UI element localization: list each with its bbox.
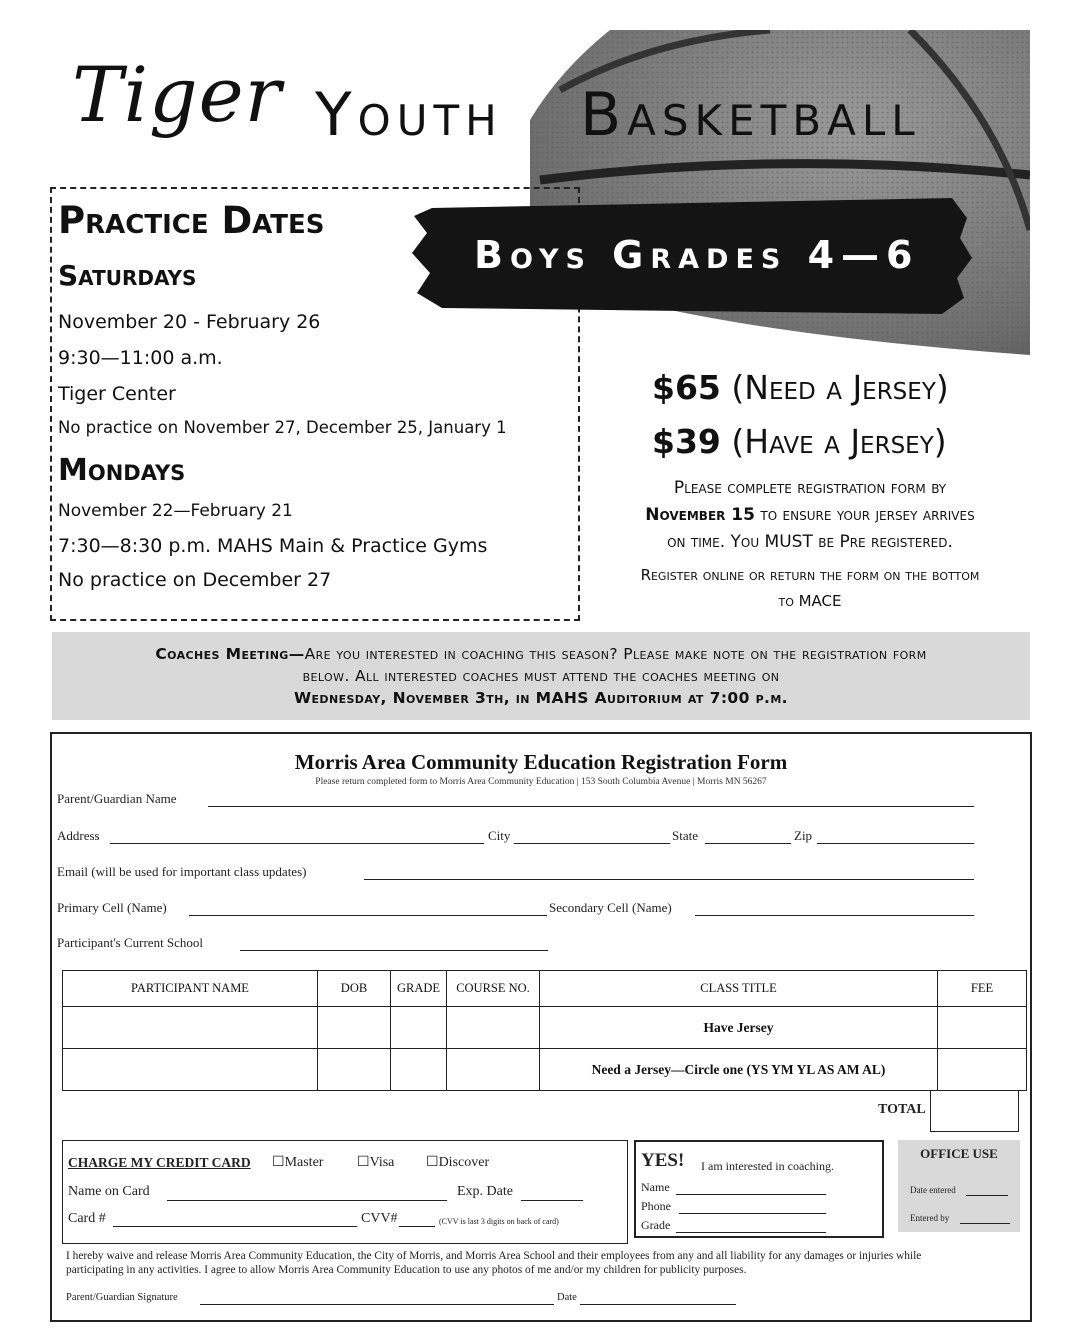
credit-card-heading: CHARGE MY CREDIT CARD [68, 1155, 251, 1170]
dob-cell[interactable] [318, 1049, 391, 1091]
mondays-no-practice: No practice on December 27 [58, 569, 332, 591]
signature-date-field[interactable] [580, 1304, 736, 1305]
dob-cell[interactable] [318, 1007, 391, 1049]
mondays-time-location: 7:30—8:30 p.m. MAHS Main & Practice Gyms [58, 535, 488, 557]
parent-name-label: Parent/Guardian Name [57, 791, 177, 806]
signature-date-label: Date [557, 1292, 577, 1303]
title-youth: Youth [315, 80, 503, 150]
saturdays-no-practice: No practice on November 27, December 25, January 1 [58, 418, 507, 437]
fee-cell[interactable] [938, 1007, 1027, 1049]
price-amount-have: $39 [652, 422, 721, 461]
checkbox-icon[interactable]: ☐ [272, 1155, 285, 1170]
grade-cell[interactable] [391, 1007, 447, 1049]
banner-grades: Boys Grades 4—6 [474, 233, 920, 277]
school-field[interactable] [240, 950, 548, 951]
coaches-line1-text: Are you interested in coaching this season? Please make note on the registration form [304, 645, 927, 663]
registration-note [590, 475, 1030, 556]
primary-cell-field[interactable] [189, 915, 547, 916]
visa-option[interactable] [357, 1154, 394, 1171]
total-field[interactable] [930, 1090, 1019, 1132]
office-use-heading: OFFICE USE [920, 1146, 998, 1161]
price-amount-need: $65 [652, 368, 721, 407]
cvv-note: (CVV is last 3 digits on back of card) [439, 1217, 559, 1226]
coach-phone-field[interactable] [679, 1213, 826, 1214]
signature-field[interactable] [200, 1304, 554, 1305]
practice-heading: Practice Dates [58, 199, 325, 242]
exp-date-field[interactable] [521, 1200, 583, 1201]
school-label: Participant's Current School [57, 935, 204, 950]
master-option[interactable] [272, 1154, 323, 1171]
coach-phone-label: Phone [641, 1199, 671, 1213]
saturdays-dates: November 20 - February 26 [58, 311, 321, 333]
title-basketball: Basketball [580, 80, 921, 150]
email-field[interactable] [364, 879, 974, 880]
exp-date-label: Exp. Date [457, 1184, 513, 1199]
course-no-cell[interactable] [447, 1007, 540, 1049]
table-row [63, 1049, 1027, 1091]
coach-interest-box [634, 1140, 884, 1238]
header-participant-name: PARTICIPANT NAME [63, 971, 318, 1007]
coach-interest-text: I am interested in coaching. [701, 1159, 834, 1173]
signature-label: Parent/Guardian Signature [66, 1292, 178, 1303]
saturdays-location: Tiger Center [58, 383, 176, 405]
card-number-label: Card # [68, 1211, 106, 1226]
table-row [63, 1007, 1027, 1049]
register-online-note [590, 562, 1030, 614]
date-entered-label: Date entered [910, 1185, 956, 1195]
name-on-card-label: Name on Card [68, 1184, 150, 1199]
email-label: Email (will be used for important class updates) [57, 864, 307, 879]
grade-cell[interactable] [391, 1049, 447, 1091]
header-course-no: COURSE NO. [447, 971, 540, 1007]
entered-by-label: Entered by [910, 1213, 950, 1223]
total-label: TOTAL [878, 1102, 926, 1117]
credit-card-box [62, 1140, 628, 1244]
table-header-row [63, 971, 1027, 1007]
waiver-line2: participating in any activities. I agree to allow Morris Area Community Education to use any photos of me and/or my children for publicity purposes. [66, 1264, 747, 1276]
class-title-have-jersey: Have Jersey [540, 1007, 938, 1049]
coaches-line3: Wednesday, November 3th, in MAHS Auditorium at 7:00 p.m. [294, 689, 788, 707]
coaches-lead: Coaches Meeting— [155, 645, 305, 663]
parent-name-field[interactable] [208, 806, 974, 807]
city-label: City [488, 828, 511, 843]
price-label-need: (Need a Jersey) [731, 368, 949, 407]
zip-label: Zip [794, 828, 813, 843]
cvv-label: CVV# [361, 1211, 398, 1226]
participant-name-cell[interactable] [63, 1049, 318, 1091]
primary-cell-label: Primary Cell (Name) [57, 900, 167, 915]
participant-name-cell[interactable] [63, 1007, 318, 1049]
registration-note-line2 [590, 502, 1030, 529]
registration-form [50, 732, 1032, 1322]
register-online-line2: to MACE [778, 592, 842, 610]
coach-name-field[interactable] [676, 1194, 826, 1195]
price-need-jersey [652, 368, 949, 407]
fee-cell[interactable] [938, 1049, 1027, 1091]
visa-label: Visa [369, 1155, 395, 1170]
coach-yes: YES! [641, 1150, 685, 1171]
master-label: Master [284, 1155, 324, 1170]
form-subtitle: Please return completed form to Morris Area Community Education | 153 South Columbia Avenue | Morris MN 56267 [315, 777, 767, 787]
class-title-need-jersey: Need a Jersey—Circle one (YS YM YL AS AM AL) [540, 1049, 938, 1091]
form-title: Morris Area Community Education Registration Form [294, 750, 788, 774]
saturdays-time: 9:30—11:00 a.m. [58, 347, 223, 369]
checkbox-icon[interactable]: ☐ [357, 1155, 370, 1170]
participant-table [62, 970, 1027, 1091]
header-class-title: CLASS TITLE [540, 971, 938, 1007]
coach-grade-label: Grade [641, 1218, 671, 1232]
cvv-field[interactable] [399, 1226, 435, 1227]
state-field[interactable] [705, 843, 791, 844]
state-label: State [672, 828, 698, 843]
register-online-line1: Register online or return the form on the bottom [640, 566, 980, 584]
mondays-heading: Mondays [58, 453, 186, 488]
registration-note-line2-rest: to ensure your jersey arrives [760, 505, 975, 525]
coaches-line1 [52, 643, 1030, 665]
course-no-cell[interactable] [447, 1049, 540, 1091]
coaches-meeting-banner [52, 632, 1030, 720]
registration-deadline: November 15 [645, 505, 755, 525]
coach-grade-field[interactable] [676, 1232, 826, 1233]
discover-option[interactable] [426, 1154, 489, 1171]
header-grade: GRADE [391, 971, 447, 1007]
title-script-word: Tiger [72, 50, 282, 139]
header-fee: FEE [938, 971, 1027, 1007]
price-have-jersey [652, 422, 947, 461]
secondary-cell-field[interactable] [695, 915, 974, 916]
card-number-field[interactable] [113, 1226, 357, 1227]
checkbox-icon[interactable]: ☐ [426, 1155, 439, 1170]
registration-note-line3: on time. You MUST be Pre registered. [667, 532, 953, 552]
office-use-box [898, 1140, 1020, 1232]
entered-by-field[interactable] [960, 1223, 1010, 1224]
coach-name-label: Name [641, 1180, 670, 1194]
date-entered-field[interactable] [966, 1195, 1008, 1196]
city-field[interactable] [514, 843, 670, 844]
address-label: Address [57, 828, 100, 843]
address-field[interactable] [110, 843, 484, 844]
header-dob: DOB [318, 971, 391, 1007]
discover-label: Discover [438, 1155, 490, 1170]
registration-note-line1: Please complete registration form by [673, 478, 947, 498]
saturdays-heading: Saturdays [58, 259, 197, 292]
secondary-cell-label: Secondary Cell (Name) [549, 900, 672, 915]
mondays-dates: November 22—February 21 [58, 501, 293, 521]
zip-field[interactable] [817, 843, 974, 844]
price-label-have: (Have a Jersey) [731, 422, 947, 461]
name-on-card-field[interactable] [167, 1200, 447, 1201]
waiver-line1: I hereby waive and release Morris Area Community Education, the City of Morris, and Morris Area School and their employees from any and all liability for any damages or injuries while [66, 1250, 922, 1262]
coaches-line2: below. All interested coaches must attend the coaches meeting on [302, 667, 780, 685]
